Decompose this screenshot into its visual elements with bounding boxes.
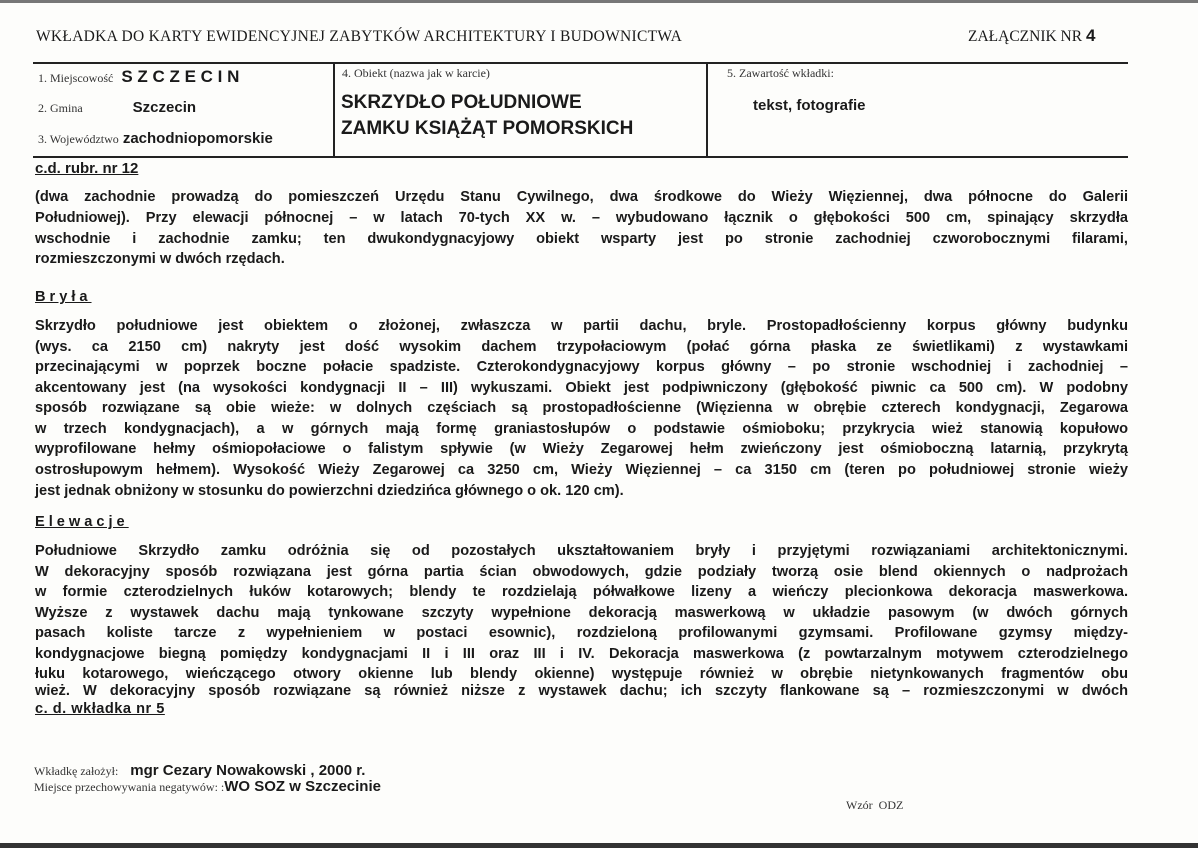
continuation-heading: c.d. rubr. nr 12	[35, 160, 139, 177]
object-name	[341, 90, 633, 142]
text-line: Południowej). Przy elewacji północnej – w latach 70-tych XX w. – wybudowano łącznik o głębokości 500 cm, spinający skrzydła	[35, 210, 1128, 226]
text-line: wyprofilowane hełmy ośmiopołaciowe o falistym spływie (w Wieży Zegarowej hełm zwieńczony jest ośmioboczną latarnią, przykrytą	[35, 441, 1128, 457]
document-title: WKŁADKA DO KARTY EWIDENCYJNEJ ZABYTKÓW ARCHITEKTURY I BUDOWNICTWA	[36, 28, 683, 45]
text-line: Skrzydło południowe jest obiektem o złożonej, zwłaszcza w partii dachu, bryle. Prostopadłościenny korpus główny budynku	[35, 318, 1128, 334]
author-label: Wkładkę założył:	[34, 764, 119, 778]
table-top-rule	[33, 62, 1128, 64]
storage-value: WO SOZ w Szczecinie	[224, 778, 381, 795]
column-divider	[706, 64, 708, 157]
section-heading-elewacje: Elewacje	[35, 514, 129, 530]
text-line: rozmieszczonymi w dwóch rzędach.	[35, 251, 285, 267]
text-line: wschodnie i zachodnie zamku; ten dwukondygnacyjowy obiekt wsparty jest po stronie zachodniej czworobocznymi filarami,	[35, 231, 1128, 247]
commune-label: 2. Gmina	[38, 101, 83, 115]
text-line: w trzech kondygnacjach), a w górnych mają formę graniastosłupów o podstawie ośmioboku; przykrycia wież stanowią kopułowo	[35, 421, 1128, 437]
voivodeship-value: zachodniopomorskie	[122, 130, 273, 147]
annex-label	[968, 26, 1095, 46]
voivodeship-field	[38, 130, 273, 148]
section-heading-bryla: Bryła	[35, 289, 92, 305]
annex-number: 4	[1085, 26, 1096, 45]
continuation-note: c. d. wkładka nr 5	[35, 701, 165, 717]
column-divider	[333, 64, 335, 157]
object-label: 4. Obiekt (nazwa jak w karcie)	[342, 66, 490, 80]
contents-label: 5. Zawartość wkładki:	[727, 66, 834, 80]
text-line: kondygnacjowe biegną pomiędzy kondygnacjami II i III oraz III i IV. Dekoracja maswerkowa (z powtarzalnym motywem czterodzielnego	[35, 646, 1128, 662]
text-line: w formie czterodzielnych łuków kotarowych; blendy te rozdzielają półwałkowe lizeny a wieńczy plecionkowa dekoracja maswerkowa.	[35, 584, 1128, 600]
storage-field	[34, 778, 381, 796]
locality-field	[38, 67, 239, 87]
text-line: łuku kotarowego, wieńczącego otwory okienne lub blendy okienne) występuje również w obrębie nietynkowanych fragmentów obu	[35, 666, 1128, 682]
object-name-line: ZAMKU KSIĄŻĄT POMORSKICH	[341, 118, 634, 139]
scan-edge-top	[0, 0, 1198, 3]
text-line: wież. W dekoracyjny sposób rozwiązane są również niższe z wystawek dachu; ich szczyty flankowane są – rozmieszczonymi w dwóch	[35, 683, 1128, 699]
text-line: sposób rozwiązane są obie wieże: w dolnych częściach są prostopadłościenne (Więzienna w obrębie czterech kondygnacji, Zegarowa	[35, 400, 1128, 416]
object-name-line: SKRZYDŁO POŁUDNIOWE	[341, 92, 582, 113]
text-line: W dekoracyjny sposób rozwiązana jest górna partia ścian obwodowych, gdzie podziały tworzą osie blend okiennych o nadprożach	[35, 564, 1128, 580]
commune-value: Szczecin	[132, 99, 197, 116]
voivodeship-label: 3. Województwo	[38, 132, 119, 146]
locality-label: 1. Miejscowość	[38, 71, 114, 85]
template-label: Wzór ODZ	[846, 798, 904, 812]
table-bottom-rule	[33, 156, 1128, 158]
locality-value: S Z C Z E C I N	[121, 67, 240, 86]
commune-field	[38, 99, 196, 117]
text-line: przecinającymi w poprzek boczne połacie spadziste. Czterokondygnacyjowy korpus główny – po stronie wschodniej i zachodniej –	[35, 359, 1128, 375]
text-line: (dwa zachodnie prowadzą do pomieszczeń Urzędu Stanu Cywilnego, dwa środkowe do Wieży Więziennej, dwa północne do Galerii	[35, 189, 1128, 205]
text-line: ostrosłupowym hełmem). Wysokość Wieży Zegarowej ca 3250 cm, Wieży Więziennej – ca 3150 cm (teren po południowej stronie wieży	[35, 462, 1128, 478]
text-line: Południowe Skrzydło zamku odróżnia się od pozostałych ukształtowaniem bryły i przyjętymi rozwiązaniami architektonicznymi.	[35, 543, 1128, 559]
text-line: jest jednak obniżony w stosunku do powierzchni dziedzińca głównego o ok. 120 cm).	[35, 483, 624, 499]
text-line: Wyższe z wystawek dachu mają tynkowane szczyty wypełnione dekoracją maswerkową w układzie pasowym (w dwóch górnych	[35, 605, 1128, 621]
text-line: akcentowany jest (na wysokości kondygnacji II – III) wykuszami. Obiekt jest podpiwniczony (głębokość piwnic ca 500 cm). W podobny	[35, 380, 1128, 396]
scan-edge-bottom	[0, 843, 1198, 848]
annex-label-text: ZAŁĄCZNIK NR	[968, 28, 1083, 45]
storage-label: Miejsce przechowywania negatywów: :	[34, 780, 225, 794]
author-value: mgr Cezary Nowakowski , 2000 r.	[130, 762, 366, 779]
text-line: pasach koliste tarcze z wypełnieniem w postaci esownic), rozdzieloną profilowanymi gzymsami. Profilowane gzymsy między-	[35, 625, 1128, 641]
text-line: (wys. ca 2150 cm) nakryty jest dość wysokim dachem trzypołaciowym (połać górna płaska ze świetlikami) z wystawkami	[35, 339, 1128, 355]
contents-value: tekst, fotografie	[753, 97, 866, 114]
